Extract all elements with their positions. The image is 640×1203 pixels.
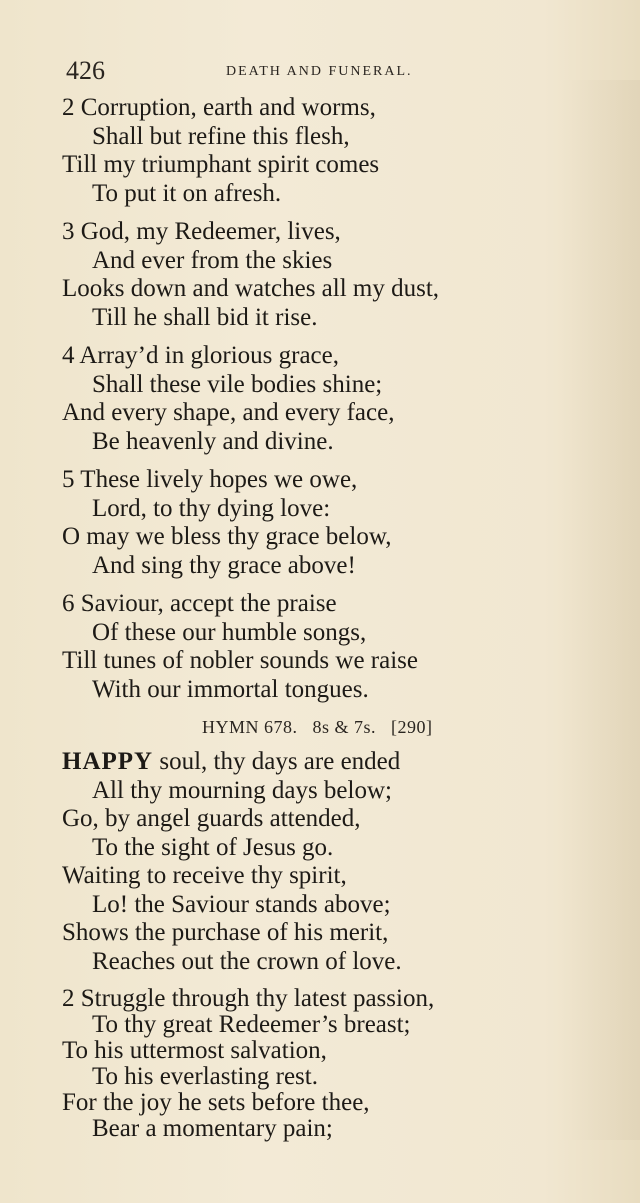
hymn-heading bbox=[62, 714, 622, 740]
stanza bbox=[62, 94, 622, 208]
verse-line: 2 Struggle through thy latest passion, bbox=[62, 985, 435, 1012]
verse-line: 3 God, my Redeemer, lives, bbox=[62, 218, 341, 245]
hymn-tune-ref: [290] bbox=[391, 717, 433, 737]
verse-line: 5 These lively hopes we owe, bbox=[62, 466, 358, 493]
hymn-number: HYMN 678. bbox=[202, 717, 298, 737]
verse-line: And ever from the skies bbox=[92, 246, 333, 274]
verse-line: 6 Saviour, accept the praise bbox=[62, 590, 337, 617]
verse-line: Lo! the Saviour stands above; bbox=[92, 890, 391, 918]
verse-line: To put it on afresh. bbox=[92, 179, 282, 207]
opening-line-rest: soul, thy days are ended bbox=[153, 748, 401, 775]
verse-line: Till he shall bid it rise. bbox=[92, 303, 318, 331]
running-head: DEATH AND FUNERAL. bbox=[226, 64, 413, 79]
opening-words: HAPPY bbox=[62, 748, 154, 775]
verse-line: Looks down and watches all my dust, bbox=[62, 275, 440, 302]
verse-line: O may we bless thy grace below, bbox=[62, 523, 392, 550]
verse-line: And every shape, and every face, bbox=[62, 399, 395, 426]
verse-line: 4 Array’d in glorious grace, bbox=[62, 342, 340, 369]
verse-line: Shall these vile bodies shine; bbox=[92, 370, 383, 398]
verse-line: Till my triumphant spirit comes bbox=[62, 151, 380, 178]
verse-line: 2 Corruption, earth and worms, bbox=[62, 94, 376, 121]
verse-line: To his everlasting rest. bbox=[92, 1063, 318, 1090]
verse-line: And sing thy grace above! bbox=[92, 551, 356, 579]
hymn-text bbox=[62, 94, 622, 1152]
hymn-meter: 8s & 7s. bbox=[312, 717, 377, 737]
verse-line: Be heavenly and divine. bbox=[92, 427, 334, 455]
verse-line: To the sight of Jesus go. bbox=[92, 833, 334, 861]
verse-line: For the joy he sets before thee, bbox=[62, 1089, 370, 1116]
verse-line: Lord, to thy dying love: bbox=[92, 494, 331, 522]
verse-line bbox=[62, 748, 622, 777]
verse-line: Till tunes of nobler sounds we raise bbox=[62, 647, 418, 674]
verse-line: Reaches out the crown of love. bbox=[92, 947, 402, 975]
verse-line: Of these our humble songs, bbox=[92, 618, 367, 646]
verse-line: Waiting to receive thy spirit, bbox=[62, 862, 347, 889]
stanza bbox=[62, 590, 622, 704]
stanza-lines bbox=[62, 777, 622, 977]
page-header bbox=[66, 52, 466, 88]
page-number: 426 bbox=[66, 56, 105, 85]
stanza bbox=[62, 218, 622, 332]
verse-line: To his uttermost salvation, bbox=[62, 1037, 327, 1064]
verse-line: Bear a momentary pain; bbox=[92, 1115, 333, 1142]
stanza bbox=[62, 466, 622, 580]
verse-line: Shall but refine this flesh, bbox=[92, 122, 350, 150]
stanza bbox=[62, 342, 622, 456]
verse-line: To thy great Redeemer’s breast; bbox=[92, 1011, 411, 1038]
verse-line: Go, by angel guards attended, bbox=[62, 805, 361, 832]
stanza bbox=[62, 986, 622, 1142]
verse-line: Shows the purchase of his merit, bbox=[62, 919, 389, 946]
previous-hymn-stanzas bbox=[62, 94, 622, 704]
verse-line: All thy mourning days below; bbox=[92, 776, 392, 804]
stanza bbox=[62, 748, 622, 976]
verse-line: With our immortal tongues. bbox=[92, 675, 369, 703]
